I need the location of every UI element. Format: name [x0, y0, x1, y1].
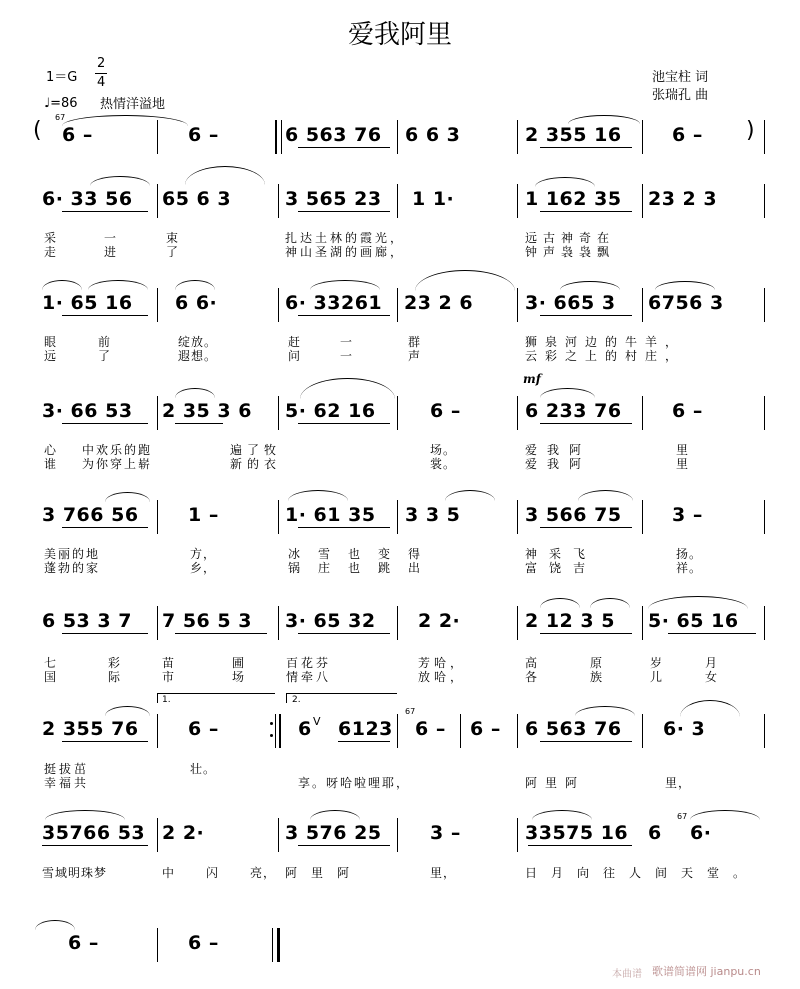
- notes-r7-m2: 3 576 25: [285, 822, 382, 844]
- lyric-r5a-1: 彩: [108, 656, 122, 670]
- lyric-r1a-0: 采: [44, 231, 58, 245]
- composer-credit: 张瑞孔 曲: [652, 88, 709, 103]
- lyric-r6b-0: 幸福共: [44, 776, 90, 790]
- lyric-r3b-1: 为你穿上崭: [82, 457, 153, 471]
- lyric-r5a-6: 高: [525, 656, 539, 670]
- grace-note: 67: [55, 113, 66, 122]
- lyric-r2a-6: 狮泉河边的牛羊，: [525, 335, 686, 349]
- lyric-r2a-3: 赶: [288, 335, 302, 349]
- lyric-r2b-3: 问: [288, 349, 302, 363]
- lyric-r5b-1: 际: [108, 670, 122, 684]
- lyric-r2a-2: 绽放。: [178, 335, 218, 349]
- notes-r1-m5: 23 2 3: [648, 188, 718, 210]
- lyric-r7-6: 日月向往人间天堂。: [525, 866, 760, 880]
- time-signature-bottom: 4: [97, 75, 106, 90]
- lyric-r2a-5: 群: [408, 335, 422, 349]
- lyric-r1a-1: 一: [104, 231, 118, 245]
- lyric-r3b-5: 里: [676, 457, 690, 471]
- dynamic-mf: mf: [523, 372, 541, 386]
- notes-r4-m3: 3 3 5: [405, 504, 461, 526]
- notes-r1-m1: 65 6 3: [162, 188, 232, 210]
- grace-note-2: 67: [405, 707, 416, 716]
- lyric-r5b-2: 市: [162, 670, 176, 684]
- lyric-r5a-0: 七: [44, 656, 58, 670]
- notes-r6-m3b: 6 –: [470, 718, 501, 740]
- notes-r1-m2: 3 565 23: [285, 188, 382, 210]
- lyric-r4b-0: 蓬勃的家: [44, 561, 101, 575]
- lyric-r1a-3: 扎达土林的霞光，: [285, 231, 406, 245]
- lyric-r5a-8: 岁: [650, 656, 664, 670]
- notes-r6-m1: 6 –: [188, 718, 219, 740]
- notes-r2-m0: 1· 65 16: [42, 292, 133, 314]
- lyric-r3a-1: 中欢乐的跑: [82, 443, 153, 457]
- notes-r1-m0: 6· 33 56: [42, 188, 133, 210]
- key-signature: 1＝G: [46, 70, 78, 85]
- lyric-r7-2: 闪: [206, 866, 220, 880]
- notes-r3-m1: 2 35 3 6: [162, 400, 252, 422]
- lyric-r2a-1: 前: [98, 335, 112, 349]
- lyric-r4a-4: 扬。: [676, 547, 703, 561]
- notes-r0-m5: 6 –: [672, 124, 703, 146]
- close-paren: ): [746, 118, 755, 143]
- lyric-r3a-5: 里: [676, 443, 690, 457]
- lyric-r3a-4: 爱我阿: [525, 443, 592, 457]
- notes-r4-m2: 1· 61 35: [285, 504, 376, 526]
- lyric-r5b-5: 放哈，: [418, 670, 467, 684]
- notes-r3-m3: 6 –: [430, 400, 461, 422]
- lyricist-credit: 池宝柱 词: [652, 70, 709, 85]
- notes-r5-m3: 2 2·: [418, 610, 461, 632]
- notes-r0-m1: 6 –: [188, 124, 219, 146]
- lyric-r5b-3: 场: [232, 670, 246, 684]
- notes-r4-m0: 3 766 56: [42, 504, 139, 526]
- lyric-r4b-1: 乡，: [190, 561, 217, 575]
- notes-r5-m2: 3· 65 32: [285, 610, 376, 632]
- lyric-r3b-3: 裳。: [430, 457, 457, 471]
- notes-r8-m1: 6 –: [188, 932, 219, 954]
- notes-r6-m3a: 6 –: [415, 718, 446, 740]
- lyric-r1b-3: 神山圣湖的画廊，: [285, 245, 406, 259]
- notes-r7-m0: 35766 53: [42, 822, 146, 844]
- lyric-r6a-1: 壮。: [190, 762, 217, 776]
- lyric-r4a-2: 冰雪也变得: [288, 547, 439, 561]
- lyric-r5b-0: 国: [44, 670, 58, 684]
- footer-source: 本曲谱: [612, 969, 642, 980]
- notes-r4-m1: 1 –: [188, 504, 219, 526]
- grace-note-3: 67: [677, 812, 688, 821]
- lyric-r2b-5: 声: [408, 349, 422, 363]
- lyric-r3b-4: 爱我阿: [525, 457, 592, 471]
- lyric-r5a-7: 原: [590, 656, 604, 670]
- notes-r6-m0: 2 355 76: [42, 718, 139, 740]
- lyric-r5a-5: 芳哈，: [418, 656, 467, 670]
- notes-r1-m3: 1 1·: [412, 188, 455, 210]
- notes-r6-m4: 6 563 76: [525, 718, 622, 740]
- volta-1: 1.: [162, 695, 171, 705]
- lyric-r5b-7: 族: [590, 670, 604, 684]
- lyric-r4a-0: 美丽的地: [44, 547, 101, 561]
- tempo-marking: ♩=86: [44, 96, 78, 111]
- lyric-r5a-3: 圃: [232, 656, 246, 670]
- lyric-r5a-2: 苗: [162, 656, 176, 670]
- lyric-r1b-1: 进: [104, 245, 118, 259]
- lyric-r2a-0: 眼: [44, 335, 58, 349]
- notes-r5-m5: 5· 65 16: [648, 610, 739, 632]
- lyric-r4b-2: 锅庄也跳出: [288, 561, 439, 575]
- lyric-r5b-6: 各: [525, 670, 539, 684]
- notes-r0-m2: 6 563 76: [285, 124, 382, 146]
- lyric-r4a-1: 方，: [190, 547, 217, 561]
- notes-r5-m1: 7 56 5 3: [162, 610, 252, 632]
- volta-2: 2.: [292, 695, 301, 705]
- notes-r5-m4: 2 12 3 5: [525, 610, 615, 632]
- lyric-r5a-9: 月: [705, 656, 719, 670]
- lyric-r4b-3: 富饶吉: [525, 561, 598, 575]
- notes-r1-m4: 1 162 35: [525, 188, 622, 210]
- lyric-r2b-0: 远: [44, 349, 58, 363]
- notes-r7-m5a: 6: [648, 822, 662, 844]
- notes-r2-m3: 23 2 6: [404, 292, 474, 314]
- notes-r2-m5: 6756 3: [648, 292, 724, 314]
- lyric-r5b-9: 女: [705, 670, 719, 684]
- lyric-r2b-2: 遐想。: [178, 349, 218, 363]
- lyric-r7-0: 雪域明珠梦: [42, 866, 108, 880]
- lyric-r3a-0: 心: [44, 443, 58, 457]
- lyric-r5b-4: 情牵八: [286, 670, 332, 684]
- open-paren: (: [33, 118, 42, 143]
- lyric-r6a-0: 挺拔茁: [44, 762, 90, 776]
- lyric-r4b-4: 祥。: [676, 561, 703, 575]
- notes-r7-m4: 33575 16: [525, 822, 629, 844]
- time-signature-top: 2: [97, 56, 106, 71]
- notes-r2-m1: 6 6·: [175, 292, 218, 314]
- notes-r5-m0: 6 53 3 7: [42, 610, 132, 632]
- notes-r2-m2: 6· 33261: [285, 292, 383, 314]
- lyric-r3a-2: 遍了牧: [230, 443, 282, 457]
- lyric-r7-4: 阿里阿: [285, 866, 364, 880]
- notes-r0-m0: 6 –: [62, 124, 93, 146]
- notes-r3-m2: 5· 62 16: [285, 400, 376, 422]
- lyric-r3b-2: 新的衣: [230, 457, 282, 471]
- notes-r0-m4: 2 355 16: [525, 124, 622, 146]
- breath-mark: V: [313, 715, 321, 728]
- lyric-r1b-4: 钟声袅袅飘: [525, 245, 616, 259]
- lyric-r7-3: 亮，: [250, 866, 277, 880]
- notes-r2-m4: 3· 665 3: [525, 292, 616, 314]
- notes-r7-m5b: 6·: [690, 822, 712, 844]
- lyric-r1a-2: 束: [166, 231, 180, 245]
- lyric-r2a-4: 一: [340, 335, 354, 349]
- notes-r7-m1: 2 2·: [162, 822, 205, 844]
- lyric-r2b-1: 了: [98, 349, 112, 363]
- lyric-r3a-3: 场。: [430, 443, 457, 457]
- lyric-r7-1: 中: [162, 866, 176, 880]
- expression-marking: 热情洋溢地: [100, 97, 166, 112]
- song-title: 爱我阿里: [347, 20, 452, 50]
- notes-r3-m4: 6 233 76: [525, 400, 622, 422]
- notes-r4-m5: 3 –: [672, 504, 703, 526]
- lyric-r5b-8: 儿: [650, 670, 664, 684]
- notes-r6-m2a: 6: [298, 718, 312, 740]
- notes-r7-m3: 3 –: [430, 822, 461, 844]
- notes-r6-m5: 6· 3: [663, 718, 706, 740]
- lyric-r5a-4: 百花芬: [286, 656, 332, 670]
- lyric-r2b-4: 一: [340, 349, 354, 363]
- lyric-r6b-3: 里，: [665, 776, 692, 790]
- notes-r4-m4: 3 566 75: [525, 504, 622, 526]
- lyric-r6b-2: 阿里阿: [525, 776, 586, 790]
- lyric-r1a-4: 远古神奇在: [525, 231, 616, 245]
- notes-r3-m0: 3· 66 53: [42, 400, 133, 422]
- lyric-r1b-0: 走: [44, 245, 58, 259]
- lyric-r1b-2: 了: [166, 245, 180, 259]
- lyric-r2b-6: 云彩之上的村庄，: [525, 349, 686, 363]
- footer-watermark: 歌谱简谱网 jianpu.cn: [652, 965, 761, 978]
- notes-r0-m3: 6 6 3: [405, 124, 461, 146]
- lyric-r4a-3: 神采飞: [525, 547, 598, 561]
- lyric-r6b-1: 享。呀哈啦哩耶，: [298, 776, 411, 790]
- lyric-r7-5: 里，: [430, 866, 457, 880]
- notes-r8-m0: 6 –: [68, 932, 99, 954]
- notes-r6-m2b: 6123: [338, 718, 393, 740]
- notes-r3-m5: 6 –: [672, 400, 703, 422]
- lyric-r3b-0: 谁: [44, 457, 58, 471]
